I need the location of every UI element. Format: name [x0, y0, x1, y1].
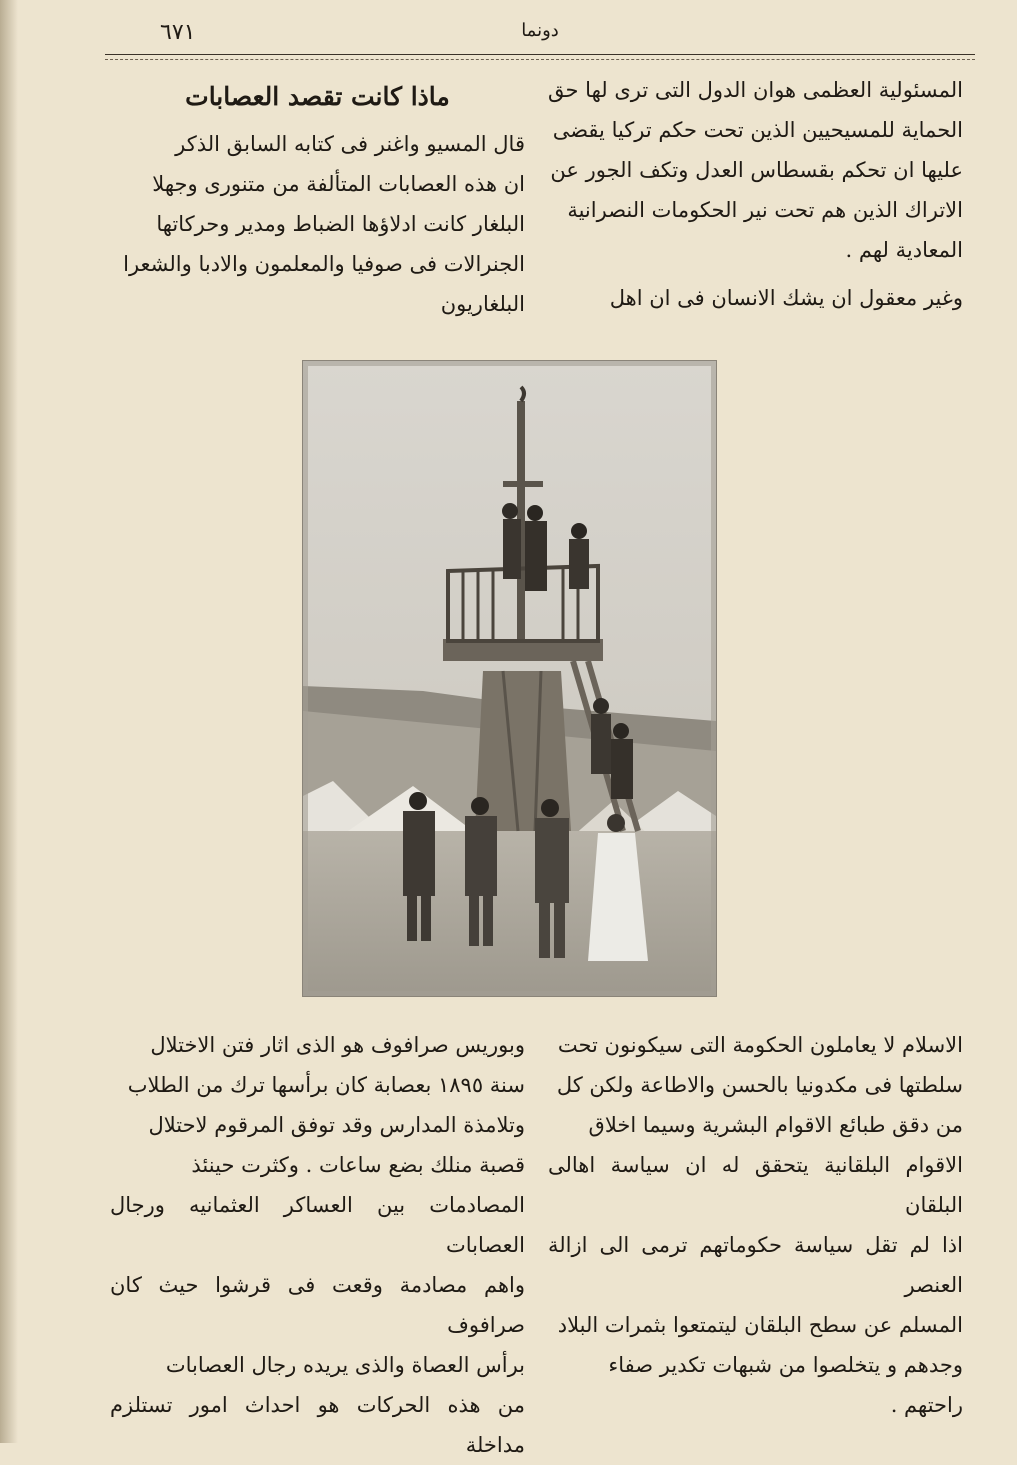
section-heading: ماذا كانت تقصد العصابات — [185, 82, 450, 111]
text-line: الحماية للمسيحيين الذين تحت حكم تركيا يقضى — [552, 118, 963, 142]
text-line: الاقوام البلقانية يتحقق له ان سياسة اهالى البلقان — [548, 1153, 963, 1217]
header-rule — [105, 54, 975, 60]
page-header — [110, 18, 970, 48]
text-line: الاسلام لا يعاملون الحكومة التى سيكونون تحت — [557, 1033, 963, 1057]
running-head: دونما — [521, 20, 559, 41]
bottom-right-column — [548, 1025, 963, 1425]
text-line: ان هذه العصابات المتألفة من متنورى وجهلا — [152, 172, 525, 196]
text-line: المسئولية العظمى هوان الدول التى ترى لها حق — [548, 78, 963, 102]
text-line: البلغار كانت ادلاؤها الضباط ومدير وحركاتها — [156, 212, 525, 236]
text-line: عليها ان تحكم بقسطاس العدل وتكف الجور عن — [550, 158, 963, 182]
text-line: وغير معقول ان يشك الانسان فى ان اهل — [609, 286, 963, 310]
text-line: اذا لم تقل سياسة حكوماتهم ترمى الى ازالة العنصر — [548, 1233, 963, 1297]
text-line: المسلم عن سطح البلقان ليتمتعوا بثمرات البلاد — [557, 1313, 963, 1337]
text-line: قصبة منلك بضع ساعات . وكثرت حينئذ — [191, 1153, 525, 1177]
text-line: وجدهم و يتخلصوا من شبهات تكدير صفاء — [608, 1353, 963, 1377]
text-line: وتلامذة المدارس وقد توفق المرقوم لاحتلال — [148, 1113, 525, 1137]
top-left-column — [110, 70, 525, 324]
text-line: المصادمات بين العساكر العثمانيه ورجال العصابات — [110, 1193, 525, 1257]
text-line: سلطتها فى مكدونيا بالحسن والاطاعة ولكن كل — [556, 1073, 963, 1097]
text-line: واهم مصادمة وقعت فى قرشوا حيث كان صرافوف — [110, 1273, 525, 1337]
top-right-column — [548, 70, 963, 318]
text-line: الاتراك الذين هم تحت نير الحكومات النصرانية — [567, 198, 963, 222]
text-line: برأس العصاة والذى يريده رجال العصابات — [165, 1353, 525, 1377]
bottom-left-column — [110, 1025, 525, 1465]
text-line: البلغاريون — [440, 292, 525, 316]
text-line: المعادية لهم . — [845, 238, 963, 262]
text-line: راحتهم . — [890, 1393, 963, 1417]
text-line: قال المسيو واغنر فى كتابه السابق الذكر — [175, 132, 525, 156]
binding-shadow — [0, 0, 18, 1443]
text-line: وبوريس صرافوف هو الذى اثار فتن الاختلال — [150, 1033, 525, 1057]
text-line: سنة ١٨٩٥ بعصابة كان برأسها ترك من الطلاب — [127, 1073, 525, 1097]
watchtower-photo-illustration — [303, 361, 716, 996]
text-line: من هذه الحركات هو احداث امور تستلزم مداخلة — [110, 1393, 525, 1457]
photograph — [302, 360, 717, 997]
text-line: من دقق طبائع الاقوام البشرية وسيما اخلاق — [588, 1113, 963, 1137]
text-line: الجنرالات فى صوفيا والمعلمون والادبا والشعرا — [123, 252, 525, 276]
page-number: ٦٧١ — [160, 20, 196, 45]
